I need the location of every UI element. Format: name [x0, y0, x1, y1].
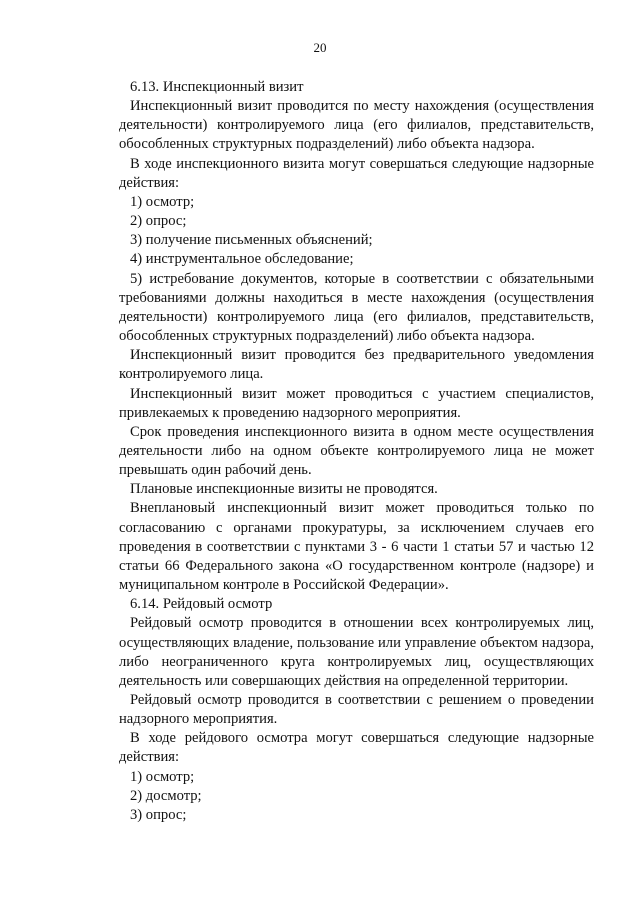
document-body: [119, 78, 594, 825]
paragraph: В ходе рейдового осмотра могут совершаться следующие надзорные действия:: [119, 730, 594, 766]
paragraph: Инспекционный визит может проводиться с участием специалистов, привлекаемых к проведению надзорного мероприятия.: [119, 385, 594, 421]
paragraph: Рейдовый осмотр проводится в отношении всех контролируемых лиц, осуществляющих владение, пользование или управление объектом надзора, либо неограниченного круга контролируемых лиц, осуществляющих деятельность или совершающих действия на определенной территории.: [119, 615, 594, 689]
list-item: 3) получение письменных объяснений;: [130, 232, 373, 249]
paragraph: Инспекционный визит проводится по месту нахождения (осуществления деятельности) контролируемого лица (его филиалов, представительств, обособленных структурных подразделений) либо объекта надзора.: [119, 98, 594, 153]
list-item: 2) досмотр;: [130, 787, 202, 804]
page-number: 20: [313, 40, 327, 55]
list-item: 1) осмотр;: [130, 193, 195, 210]
list-item: 5) истребование документов, которые в соответствии с обязательными требованиями должны находиться в месте нахождения (осуществления деятельности) контролируемого лица (его филиалов, представительств, обособленных структурных подразделений) либо объекта надзора.: [119, 270, 594, 345]
paragraph: Инспекционный визит проводится без предварительного уведомления контролируемого лица.: [119, 347, 594, 383]
paragraph: В ходе инспекционного визита могут совершаться следующие надзорные действия:: [119, 155, 594, 191]
section-heading-6-13: 6.13. Инспекционный визит: [130, 79, 304, 95]
list-item: 3) опрос;: [130, 806, 187, 823]
list-item: 4) инструментальное обследование;: [130, 251, 354, 268]
section-heading-6-14: 6.14. Рейдовый осмотр: [130, 596, 273, 613]
paragraph: Рейдовый осмотр проводится в соответствии с решением о проведении надзорного мероприятия.: [119, 692, 594, 728]
list-item: 2) опрос;: [130, 213, 187, 230]
paragraph: Внеплановый инспекционный визит может проводиться только по согласованию с органами прокуратуры, за исключением случаев его проведения в соответствии с пунктами 3 - 6 части 1 статьи 57 и частью 12 статьи 66 Федерального закона «О государственном контроле (надзоре) и муниципальном контроле в Российской Федерации».: [119, 500, 594, 594]
list-item: 1) осмотр;: [130, 768, 195, 785]
paragraph: Срок проведения инспекционного визита в одном месте осуществления деятельности либо на одном объекте контролируемого лица не может превышать один рабочий день.: [119, 423, 594, 479]
paragraph: Плановые инспекционные визиты не проводятся.: [130, 481, 438, 498]
